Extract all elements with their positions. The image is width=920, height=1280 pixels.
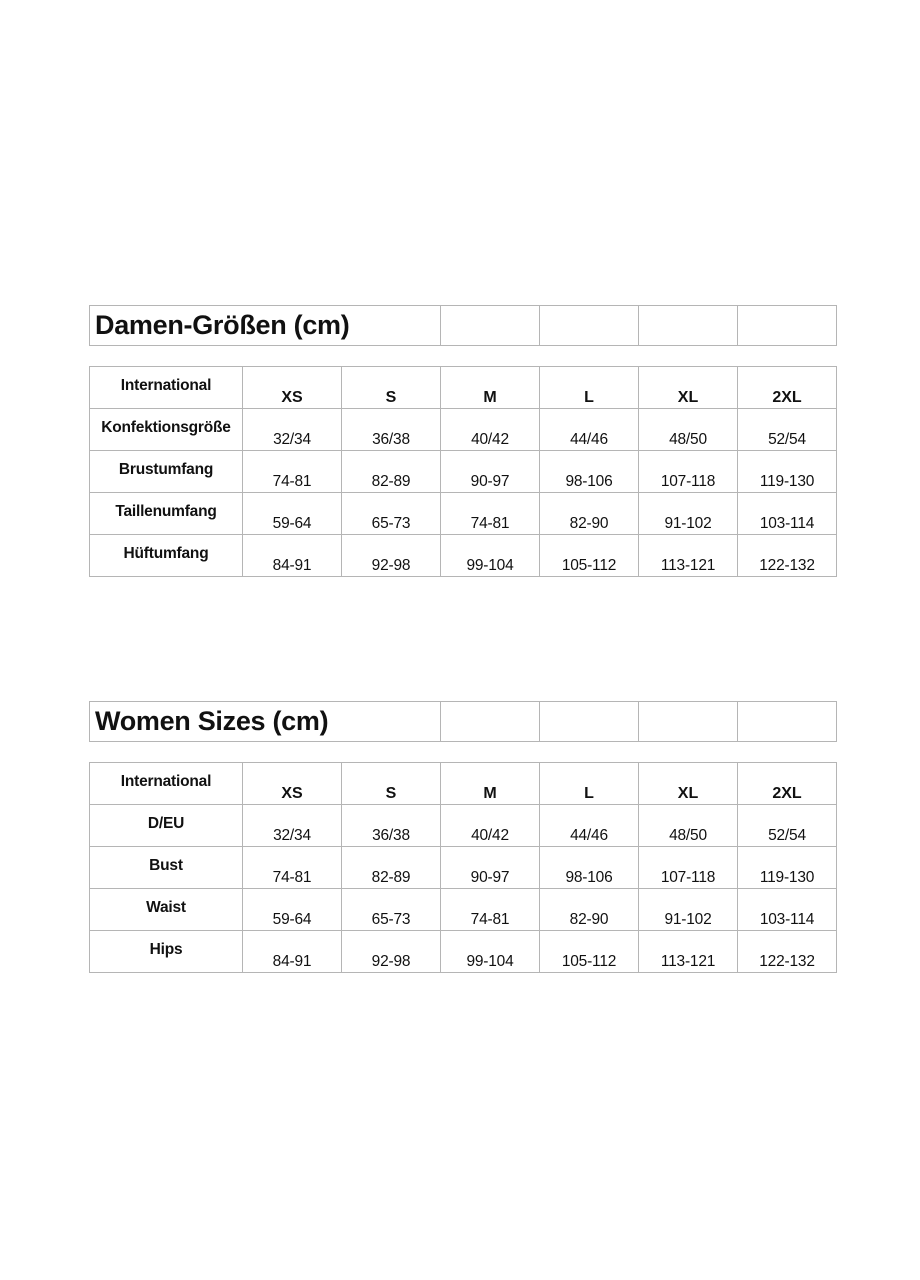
table-cell: 59-64 <box>243 889 342 931</box>
row-label: Hüftumfang <box>90 535 243 577</box>
table-cell: 32/34 <box>243 805 342 847</box>
table-cell: 40/42 <box>441 805 540 847</box>
empty-cell <box>441 306 540 346</box>
size-table <box>89 762 837 973</box>
size-header: XS <box>243 763 342 805</box>
empty-cell <box>639 702 738 742</box>
row-label: Waist <box>90 889 243 931</box>
row-label: Bust <box>90 847 243 889</box>
size-header: M <box>441 763 540 805</box>
table-cell: 99-104 <box>441 535 540 577</box>
table-cell: 52/54 <box>738 409 837 451</box>
size-header: 2XL <box>738 367 837 409</box>
table-cell: 119-130 <box>738 847 837 889</box>
chart-title: Women Sizes (cm) <box>90 702 441 742</box>
title-row-table <box>89 305 837 346</box>
header-row <box>90 763 837 805</box>
empty-cell <box>738 702 837 742</box>
table-cell: 92-98 <box>342 535 441 577</box>
table-cell: 122-132 <box>738 931 837 973</box>
table-cell: 105-112 <box>540 535 639 577</box>
table-cell: 82-89 <box>342 451 441 493</box>
table-cell: 36/38 <box>342 409 441 451</box>
table-cell: 113-121 <box>639 931 738 973</box>
size-chart-english <box>89 701 836 973</box>
table-row <box>90 847 837 889</box>
table-cell: 74-81 <box>243 847 342 889</box>
header-label: International <box>90 367 243 409</box>
empty-cell <box>441 702 540 742</box>
table-cell: 32/34 <box>243 409 342 451</box>
table-row <box>90 931 837 973</box>
chart-title: Damen-Größen (cm) <box>90 306 441 346</box>
table-cell: 119-130 <box>738 451 837 493</box>
table-cell: 107-118 <box>639 451 738 493</box>
header-row <box>90 367 837 409</box>
empty-cell <box>738 306 837 346</box>
table-cell: 84-91 <box>243 535 342 577</box>
table-row <box>90 535 837 577</box>
table-cell: 82-90 <box>540 889 639 931</box>
size-chart-german <box>89 305 836 577</box>
row-label: Brustumfang <box>90 451 243 493</box>
row-label: Konfektionsgröße <box>90 409 243 451</box>
title-row-table <box>89 701 837 742</box>
table-cell: 91-102 <box>639 889 738 931</box>
empty-cell <box>540 306 639 346</box>
empty-cell <box>540 702 639 742</box>
table-cell: 44/46 <box>540 409 639 451</box>
table-row <box>90 409 837 451</box>
table-cell: 74-81 <box>441 493 540 535</box>
table-cell: 59-64 <box>243 493 342 535</box>
table-cell: 103-114 <box>738 889 837 931</box>
table-row <box>90 451 837 493</box>
row-label: Hips <box>90 931 243 973</box>
table-cell: 82-90 <box>540 493 639 535</box>
size-header: M <box>441 367 540 409</box>
table-cell: 98-106 <box>540 847 639 889</box>
table-cell: 90-97 <box>441 847 540 889</box>
table-cell: 103-114 <box>738 493 837 535</box>
table-row <box>90 889 837 931</box>
table-cell: 113-121 <box>639 535 738 577</box>
table-cell: 90-97 <box>441 451 540 493</box>
size-header: XS <box>243 367 342 409</box>
table-cell: 52/54 <box>738 805 837 847</box>
table-cell: 105-112 <box>540 931 639 973</box>
table-row <box>90 805 837 847</box>
table-cell: 98-106 <box>540 451 639 493</box>
size-header: S <box>342 763 441 805</box>
size-header: L <box>540 763 639 805</box>
table-cell: 36/38 <box>342 805 441 847</box>
row-label: D/EU <box>90 805 243 847</box>
table-cell: 44/46 <box>540 805 639 847</box>
table-cell: 91-102 <box>639 493 738 535</box>
table-cell: 40/42 <box>441 409 540 451</box>
table-cell: 122-132 <box>738 535 837 577</box>
size-header: XL <box>639 367 738 409</box>
size-header: S <box>342 367 441 409</box>
size-header: XL <box>639 763 738 805</box>
table-cell: 92-98 <box>342 931 441 973</box>
table-cell: 65-73 <box>342 889 441 931</box>
table-cell: 65-73 <box>342 493 441 535</box>
table-row <box>90 493 837 535</box>
empty-cell <box>639 306 738 346</box>
size-header: L <box>540 367 639 409</box>
table-cell: 82-89 <box>342 847 441 889</box>
size-table <box>89 366 837 577</box>
table-cell: 74-81 <box>243 451 342 493</box>
row-label: Taillenumfang <box>90 493 243 535</box>
size-header: 2XL <box>738 763 837 805</box>
table-cell: 84-91 <box>243 931 342 973</box>
table-cell: 48/50 <box>639 805 738 847</box>
table-cell: 74-81 <box>441 889 540 931</box>
table-cell: 99-104 <box>441 931 540 973</box>
table-cell: 48/50 <box>639 409 738 451</box>
header-label: International <box>90 763 243 805</box>
table-cell: 107-118 <box>639 847 738 889</box>
